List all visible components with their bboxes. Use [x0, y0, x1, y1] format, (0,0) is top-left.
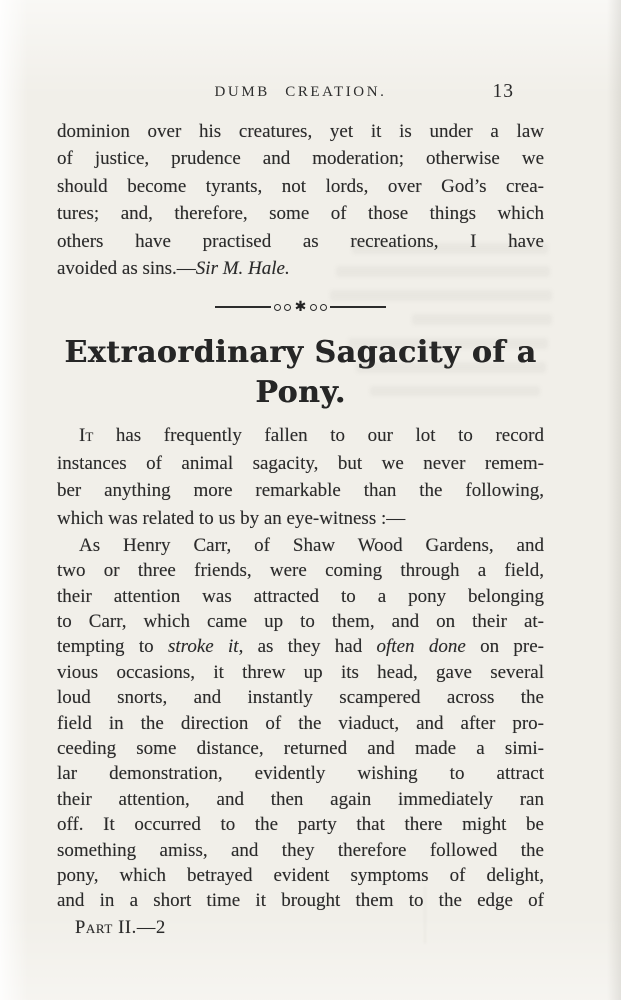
bleed-through-artifact: [370, 386, 540, 396]
running-title: DUMB CREATION.: [214, 84, 387, 100]
text-line: their attention was attracted to a pony belonging: [57, 585, 544, 607]
pony-paragraph: [57, 535, 544, 916]
divider-dot: [320, 304, 327, 311]
text-line: others have practised as recreations, I have: [57, 230, 544, 252]
bleed-through-artifact: [412, 314, 552, 325]
text-line: field in the direction of the viaduct, and after pro-: [57, 712, 544, 734]
text-line: off. It occurred to the party that there might be: [57, 814, 544, 836]
text-line: avoided as sins.—Sir M. Hale.: [57, 257, 290, 279]
text-line: vious occasions, it threw up its head, gave several: [57, 661, 544, 683]
text-line: instances of animal sagacity, but we never remem-: [57, 452, 544, 474]
divider-rule-left: [215, 306, 271, 308]
bleed-through-artifact: [330, 290, 552, 301]
text-line: something amiss, and they therefore followed the: [57, 839, 544, 861]
text-line: It has frequently fallen to our lot to record: [79, 425, 544, 447]
text-line: their attention, and then again immediately ran: [57, 788, 544, 810]
text-line: and in a short time it brought them to the edge of: [57, 890, 544, 912]
text-line: As Henry Carr, of Shaw Wood Gardens, and: [79, 534, 544, 556]
hale-quote-end: [57, 121, 544, 285]
text-line: lar demonstration, evidently wishing to attract: [57, 763, 544, 785]
text-line: ceeding some distance, returned and made a simi-: [57, 738, 544, 760]
text-line: ber anything more remarkable than the following,: [57, 480, 544, 502]
bleed-through-artifact: [356, 362, 546, 373]
text-line: loud snorts, and instantly scampered across the: [57, 687, 544, 709]
intro-paragraph: [57, 425, 544, 535]
divider-dot: [274, 304, 281, 311]
divider-dot: [284, 304, 291, 311]
text-line: should become tyrants, not lords, over God’s crea-: [57, 175, 544, 197]
divider-star-ornament: ✱: [294, 299, 307, 316]
text-line: to Carr, which came up to them, and on their at-: [57, 611, 544, 633]
text-line: dominion over his creatures, yet it is under a law: [57, 121, 544, 142]
text-line: tures; and, therefore, some of those things which: [57, 203, 544, 225]
bleed-through-artifact: [348, 338, 548, 349]
text-line: of justice, prudence and moderation; otherwise we: [57, 148, 544, 170]
text-line: which was related to us by an eye-witness :—: [57, 507, 406, 529]
divider-rule-right: [330, 306, 386, 308]
page-number: 13: [492, 81, 514, 102]
section-title: Extraordinary Sagacity of a Pony.: [64, 335, 537, 411]
text-line: two or three friends, were coming through a field,: [57, 560, 544, 582]
printer-signature: Part II.—2: [75, 917, 166, 938]
page-header: [57, 81, 544, 108]
text-line: pony, which betrayed evident symptoms of delight,: [57, 864, 544, 886]
text-line: tempting to stroke it, as they had often done on pre-: [57, 636, 544, 658]
divider-dot: [310, 304, 317, 311]
